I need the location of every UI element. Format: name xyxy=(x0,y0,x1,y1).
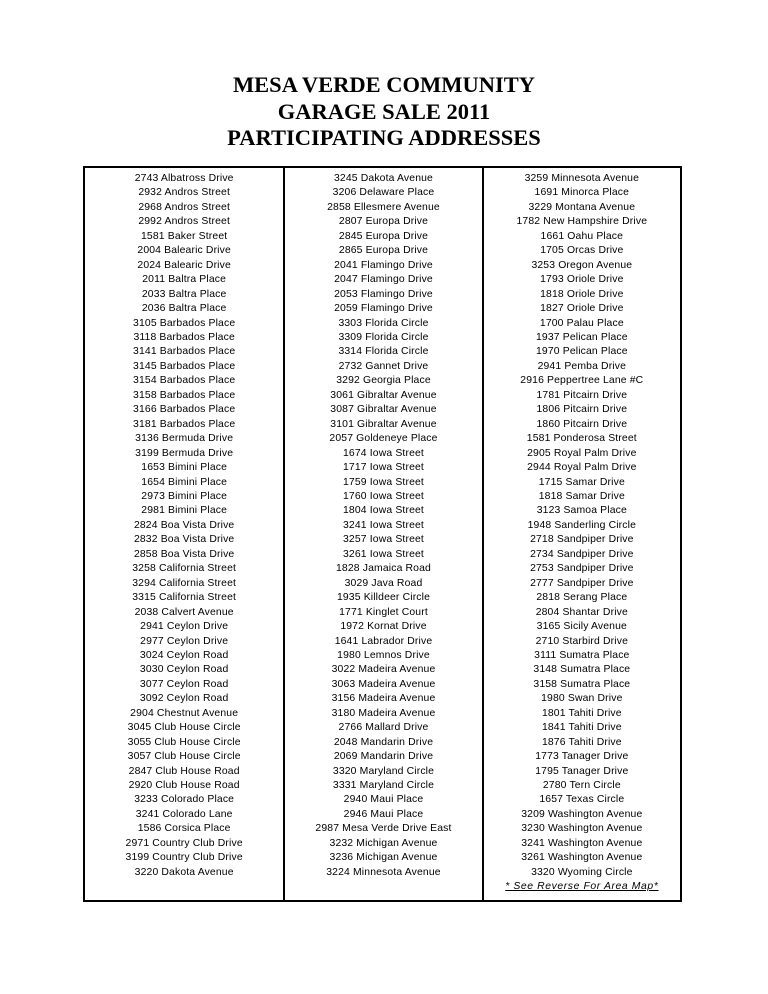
address-entry: 3303 Florida Circle xyxy=(338,317,429,329)
address-entry: 3320 Wyoming Circle xyxy=(531,866,633,878)
address-entry: 1700 Palau Place xyxy=(539,317,624,329)
address-entry: 1801 Tahiti Drive xyxy=(541,707,622,719)
document-title xyxy=(0,72,768,152)
address-entry: 1691 Minorca Place xyxy=(534,187,630,199)
address-entry: 1759 Iowa Street xyxy=(343,476,424,488)
address-entry: 2977 Ceylon Drive xyxy=(140,635,229,647)
address-entry: 3181 Barbados Place xyxy=(133,418,236,430)
address-entry: 2905 Royal Palm Drive xyxy=(527,447,637,459)
address-entry: 3209 Washington Avenue xyxy=(521,808,643,820)
address-entry: 2946 Maui Place xyxy=(343,808,424,820)
address-entry: 3220 Dakota Avenue xyxy=(134,866,234,878)
address-entry: 2057 Goldeneye Place xyxy=(329,433,438,445)
address-entry: 2041 Flamingo Drive xyxy=(334,259,433,271)
address-entry: 3030 Ceylon Road xyxy=(139,664,229,676)
address-entry: 3258 California Street xyxy=(132,563,237,575)
address-entry: 1661 Oahu Place xyxy=(540,230,624,242)
address-entry: 3229 Montana Avenue xyxy=(528,201,636,213)
address-entry: 1972 Kornat Drive xyxy=(340,621,427,633)
address-entry: 2832 Boa Vista Drive xyxy=(133,534,235,546)
address-entry: 3148 Sumatra Place xyxy=(533,664,631,676)
address-entry: 2944 Royal Palm Drive xyxy=(527,462,637,474)
address-entry: 2004 Balearic Drive xyxy=(137,245,231,257)
address-entry: 2766 Mallard Drive xyxy=(338,722,429,734)
address-entry: 3241 Washington Avenue xyxy=(521,837,643,849)
address-entry: 3156 Madeira Avenue xyxy=(331,693,436,705)
address-entry: 3253 Oregon Avenue xyxy=(531,259,633,271)
address-entry: 3199 Bermuda Drive xyxy=(135,447,234,459)
address-entry: 2036 Baltra Place xyxy=(141,303,227,315)
address-entry: 1980 Lemnos Drive xyxy=(337,649,430,661)
address-entry: 3092 Ceylon Road xyxy=(139,693,229,705)
address-entry: 2024 Balearic Drive xyxy=(137,259,231,271)
address-entry: 1717 Iowa Street xyxy=(343,462,424,474)
address-entry: 1674 Iowa Street xyxy=(343,447,424,459)
address-entry: 2732 Gannet Drive xyxy=(338,360,429,372)
address-entry: 1937 Pelican Place xyxy=(535,331,628,343)
address-entry: 1586 Corsica Place xyxy=(137,823,231,835)
address-entry: 3320 Maryland Circle xyxy=(332,765,435,777)
address-entry: 3136 Bermuda Drive xyxy=(135,433,234,445)
address-entry: 3315 California Street xyxy=(132,592,237,604)
address-entry: 3165 Sicily Avenue xyxy=(536,621,627,633)
address-entry: 2033 Baltra Place xyxy=(141,288,227,300)
address-entry: 1782 New Hampshire Drive xyxy=(516,216,648,228)
address-column-3 xyxy=(482,168,680,900)
address-entry: 3241 Iowa Street xyxy=(343,519,424,531)
address-entry: 3241 Colorado Lane xyxy=(135,808,233,820)
address-entry: 2804 Shantar Drive xyxy=(535,606,628,618)
address-entry: 3261 Iowa Street xyxy=(343,548,424,560)
address-entry: 2981 Bimini Place xyxy=(141,505,228,517)
address-entry: 2865 Europa Drive xyxy=(338,245,429,257)
address-entry: 3061 Gibraltar Avenue xyxy=(330,389,437,401)
address-entry: 3063 Madeira Avenue xyxy=(331,678,436,690)
address-column-1 xyxy=(85,168,283,900)
address-entry: 1948 Sanderling Circle xyxy=(527,519,637,531)
address-entry: 2920 Club House Road xyxy=(128,780,240,792)
address-entry: 1654 Bimini Place xyxy=(141,476,228,488)
address-entry: 1841 Tahiti Drive xyxy=(541,722,622,734)
address-entry: 3158 Barbados Place xyxy=(133,389,236,401)
address-entry: 3236 Michigan Avenue xyxy=(329,852,438,864)
address-entry: 2941 Pemba Drive xyxy=(537,360,627,372)
address-entry: 1828 Jamaica Road xyxy=(336,563,431,575)
address-entry: 1581 Ponderosa Street xyxy=(526,433,637,445)
address-column-2 xyxy=(283,168,481,900)
address-entry: 3077 Ceylon Road xyxy=(139,678,229,690)
address-entry: 3087 Gibraltar Avenue xyxy=(330,404,437,416)
address-entry: 3105 Barbados Place xyxy=(133,317,236,329)
address-entry: 3259 Minnesota Avenue xyxy=(524,173,640,184)
address-entry: 1806 Pitcairn Drive xyxy=(536,404,628,416)
address-entry: 1980 Swan Drive xyxy=(541,693,623,705)
address-entry: 1760 Iowa Street xyxy=(343,490,424,502)
address-entry: 3101 Gibraltar Avenue xyxy=(330,418,437,430)
address-entry: 3045 Club House Circle xyxy=(127,722,241,734)
address-entry: 3199 Country Club Drive xyxy=(125,852,243,864)
address-entry: 3118 Barbados Place xyxy=(133,331,235,343)
address-entry: 1876 Tahiti Drive xyxy=(541,736,622,748)
address-entry: 3261 Washington Avenue xyxy=(521,852,643,864)
address-entry: 3331 Maryland Circle xyxy=(332,780,435,792)
address-entry: 1804 Iowa Street xyxy=(343,505,424,517)
address-entry: 1715 Samar Drive xyxy=(538,476,625,488)
address-entry: 2059 Flamingo Drive xyxy=(334,303,433,315)
address-entry: 2777 Sandpiper Drive xyxy=(530,577,634,589)
address-entry: 3057 Club House Circle xyxy=(127,751,241,763)
address-entry: 3224 Minnesota Avenue xyxy=(326,866,441,878)
address-entry: 3232 Michigan Avenue xyxy=(329,837,438,849)
address-entry: 3141 Barbados Place xyxy=(133,346,236,358)
address-entry: 2973 Bimini Place xyxy=(141,490,228,502)
address-entry: 3145 Barbados Place xyxy=(133,360,236,372)
address-entry: 3206 Delaware Place xyxy=(332,187,435,199)
address-entry: 3024 Ceylon Road xyxy=(139,649,229,661)
address-entry: 1657 Texas Circle xyxy=(539,794,625,806)
title-line-2: GARAGE SALE 2011 xyxy=(277,98,491,124)
title-line-3: PARTICIPATING ADDRESSES xyxy=(227,125,541,150)
address-table xyxy=(83,166,682,902)
address-entry: 1793 Oriole Drive xyxy=(540,274,624,286)
address-entry: 2992 Andros Street xyxy=(138,216,230,228)
address-entry: 2940 Maui Place xyxy=(343,794,424,806)
address-entry: 3230 Washington Avenue xyxy=(521,823,643,835)
address-entry: 2734 Sandpiper Drive xyxy=(530,548,634,560)
address-entry: 2858 Boa Vista Drive xyxy=(133,548,235,560)
address-entry: 3245 Dakota Avenue xyxy=(333,173,433,184)
address-entry: 2987 Mesa Verde Drive East xyxy=(315,823,452,835)
address-entry: 3257 Iowa Street xyxy=(343,534,424,546)
address-entry: 2847 Club House Road xyxy=(128,765,240,777)
address-entry: 2053 Flamingo Drive xyxy=(334,288,433,300)
address-entry: 2743 Albatross Drive xyxy=(134,173,234,184)
address-entry: 1827 Oriole Drive xyxy=(540,303,624,315)
address-entry: 2753 Sandpiper Drive xyxy=(530,563,634,575)
address-entry: 3022 Madeira Avenue xyxy=(331,664,436,676)
address-entry: 1935 Killdeer Circle xyxy=(336,592,431,604)
address-entry: 2916 Peppertree Lane #C xyxy=(520,375,644,387)
address-entry: 2718 Sandpiper Drive xyxy=(530,534,634,546)
address-entry: 2971 Country Club Drive xyxy=(125,837,243,849)
address-entry: 3158 Sumatra Place xyxy=(533,678,631,690)
address-entry: 3292 Georgia Place xyxy=(336,375,431,387)
address-entry: 2011 Baltra Place xyxy=(142,274,227,286)
address-entry: 2710 Starbird Drive xyxy=(535,635,628,647)
address-entry: 2904 Chestnut Avenue xyxy=(130,707,239,719)
address-entry: 1970 Pelican Place xyxy=(535,346,628,358)
address-entry: 3111 Sumatra Place xyxy=(534,649,630,661)
address-entry: 1771 Kinglet Court xyxy=(339,606,428,618)
address-entry: 2858 Ellesmere Avenue xyxy=(327,201,440,213)
address-entry: 2818 Serang Place xyxy=(536,592,628,604)
address-entry: 3029 Java Road xyxy=(344,577,423,589)
address-entry: 3180 Madeira Avenue xyxy=(331,707,436,719)
address-entry: 3309 Florida Circle xyxy=(338,331,429,343)
address-entry: 1705 Orcas Drive xyxy=(540,245,624,257)
address-entry: 2845 Europa Drive xyxy=(338,230,429,242)
address-entry: 1818 Oriole Drive xyxy=(540,288,624,300)
address-entry: 1653 Bimini Place xyxy=(141,462,228,474)
address-entry: 1860 Pitcairn Drive xyxy=(536,418,628,430)
address-entry: 2807 Europa Drive xyxy=(338,216,429,228)
address-entry: 2780 Tern Circle xyxy=(542,780,621,792)
address-entry: 3314 Florida Circle xyxy=(338,346,429,358)
address-entry: 2968 Andros Street xyxy=(138,201,230,213)
address-entry: 3294 California Street xyxy=(132,577,237,589)
address-entry: 3154 Barbados Place xyxy=(133,375,236,387)
address-entry: 1781 Pitcairn Drive xyxy=(536,389,628,401)
address-entry: 1795 Tanager Drive xyxy=(535,765,629,777)
address-entry: 3123 Samoa Place xyxy=(536,505,627,517)
address-entry: 3166 Barbados Place xyxy=(133,404,236,416)
address-entry: 1641 Labrador Drive xyxy=(334,635,433,647)
address-entry: 2048 Mandarin Drive xyxy=(333,736,434,748)
address-entry: 2069 Mandarin Drive xyxy=(333,751,434,763)
address-entry: 3233 Colorado Place xyxy=(134,794,235,806)
address-entry: 1773 Tanager Drive xyxy=(535,751,629,763)
address-entry: 2824 Boa Vista Drive xyxy=(133,519,235,531)
address-entry: 2038 Calvert Avenue xyxy=(134,606,234,618)
address-entry: 1818 Samar Drive xyxy=(538,490,625,502)
address-entry: 2932 Andros Street xyxy=(138,187,230,199)
title-line-1: MESA VERDE COMMUNITY xyxy=(232,72,536,97)
address-entry: 2941 Ceylon Drive xyxy=(140,621,229,633)
address-entry: 1581 Baker Street xyxy=(141,230,228,242)
address-entry: 2047 Flamingo Drive xyxy=(334,274,433,286)
area-map-note: * See Reverse For Area Map* xyxy=(505,881,659,893)
address-entry: 3055 Club House Circle xyxy=(127,736,241,748)
